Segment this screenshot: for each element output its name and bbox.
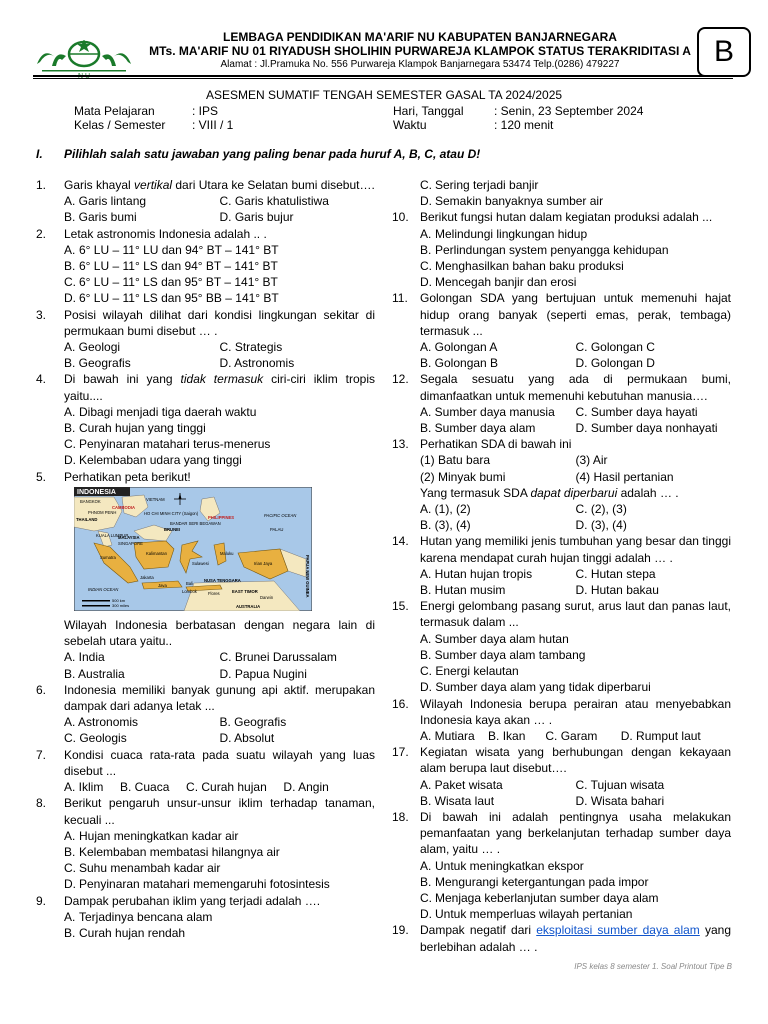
- answer-option[interactable]: D. Absolut: [219, 731, 275, 746]
- option-text: Penyinaran matahari terus-menerus: [79, 437, 271, 452]
- answer-option[interactable]: [64, 404, 375, 420]
- option-letter: C.: [64, 275, 76, 290]
- answer-option[interactable]: [420, 874, 731, 890]
- option-row: [420, 517, 731, 533]
- option-letter: D.: [420, 275, 432, 290]
- answer-option[interactable]: (2) Minyak bumi: [420, 469, 506, 484]
- option-text: Terjadinya bencana alam: [79, 909, 213, 924]
- nu-logo-icon: [34, 40, 134, 80]
- question-number: 18.: [392, 809, 409, 824]
- map-label-brunei: BRUNEI: [164, 526, 181, 532]
- map-label-darwin: Darwin: [260, 594, 274, 600]
- option-letter: B.: [64, 421, 76, 436]
- option-letter: D.: [64, 877, 76, 892]
- answer-option[interactable]: [64, 258, 375, 274]
- option-text: Penyinaran matahari memengaruhi fotosintesis: [79, 877, 330, 892]
- option-text: Sering terjadi banjir: [435, 178, 539, 192]
- answer-option[interactable]: [420, 226, 731, 242]
- map-label-sumatra: Sumatra: [100, 554, 116, 560]
- map-title: INDONESIA: [77, 488, 116, 496]
- indonesia-map: [74, 487, 312, 611]
- question-stem: Berikut fungsi hutan dalam kegiatan produksi adalah ...: [420, 210, 713, 225]
- answer-option[interactable]: C. Tujuan wisata: [575, 777, 665, 792]
- item-list-row: [420, 452, 731, 468]
- question-item: [392, 922, 731, 954]
- date-label: Hari, Tanggal: [393, 104, 464, 118]
- option-text: Mengurangi ketergantungan pada impor: [435, 874, 649, 889]
- map-label-flores: Flores: [208, 590, 220, 596]
- exam-title: ASESMEN SUMATIF TENGAH SEMESTER GASAL TA 2024/2025: [205, 88, 563, 102]
- option-letter: B.: [420, 874, 432, 889]
- answer-option-line[interactable]: A. Mutiara B. Ikan C. Garam D. Rumput laut: [420, 728, 701, 743]
- map-label-bali: Bali: [186, 580, 193, 586]
- map-label-australia: AUSTRALIA: [236, 603, 261, 609]
- answer-option[interactable]: A. Hutan hujan tropis: [420, 566, 533, 581]
- question-number: 10.: [392, 210, 409, 225]
- date-value: : Senin, 23 September 2024: [494, 104, 644, 118]
- option-letter: C.: [64, 861, 76, 876]
- logo-lettering: N U: [77, 73, 91, 80]
- question-column-right: [392, 177, 731, 955]
- option-text: Curah hujan yang tinggi: [79, 421, 206, 436]
- answer-option[interactable]: D. Garis bujur: [219, 210, 294, 225]
- option-row: [420, 582, 731, 598]
- question-stem: Perhatikan SDA di bawah ini: [420, 437, 572, 452]
- option-row: [64, 666, 375, 682]
- question-stem: Kegiatan wisata yang berhubungan dengan kekayaan alam berupa laut disebut….: [420, 745, 731, 776]
- question-item: [392, 290, 731, 371]
- question-item: [36, 177, 375, 226]
- option-row: [420, 339, 731, 355]
- option-letter: A.: [420, 858, 432, 873]
- emphasis-text: vertikal: [134, 178, 173, 192]
- answer-option[interactable]: B. Hutan musim: [420, 583, 506, 598]
- logo-graphic: [37, 40, 131, 72]
- institution-name: LEMBAGA PENDIDIKAN MA'ARIF NU KABUPATEN BANJARNEGARA: [223, 30, 617, 44]
- question-number: 3.: [36, 307, 47, 322]
- option-text: Kelembaban membatasi hilangnya air: [79, 844, 280, 859]
- answer-option[interactable]: B. Sumber daya alam: [420, 421, 536, 436]
- map-label-indian-ocean: INDIAN OCEAN: [88, 586, 119, 592]
- option-row: [420, 566, 731, 582]
- option-letter: A.: [64, 909, 76, 924]
- answer-option[interactable]: [64, 436, 375, 452]
- option-letter: A.: [420, 226, 432, 241]
- question-stem: Dampak negatif dari eksploitasi sumber daya alam yang berlebihan adalah … .: [420, 923, 732, 954]
- map-label-kalimantan: Kalimantan: [146, 550, 167, 556]
- option-row: [64, 730, 375, 746]
- option-row: [64, 714, 375, 730]
- header-rule: [33, 75, 733, 77]
- map-label-thailand: THAILAND: [76, 516, 98, 522]
- map-label-palau: PALAU: [270, 526, 284, 532]
- option-text: Untuk memperluas wilayah pertanian: [435, 907, 633, 922]
- hyperlink-text[interactable]: eksploitasi sumber daya alam: [536, 923, 700, 938]
- answer-option[interactable]: [420, 242, 731, 258]
- question-number: 4.: [36, 372, 47, 387]
- answer-option[interactable]: [420, 906, 731, 922]
- answer-option[interactable]: A. Garis lintang: [64, 194, 147, 209]
- answer-option[interactable]: [64, 909, 375, 925]
- map-label-singapore: SINGAPORE: [118, 540, 143, 546]
- question-number: 6.: [36, 682, 47, 697]
- section-instruction: [36, 147, 480, 161]
- option-text: Mencegah banjir dan erosi: [435, 275, 577, 290]
- question-number: 16.: [392, 696, 409, 711]
- subject-value: : IPS: [192, 104, 219, 118]
- question-number: 12.: [392, 372, 409, 387]
- question-continuation: [392, 177, 731, 209]
- question-item: [392, 436, 731, 533]
- question-number: 19.: [392, 923, 409, 938]
- answer-option[interactable]: [64, 860, 375, 876]
- answer-option[interactable]: D. Astronomis: [219, 356, 295, 371]
- answer-option[interactable]: B. Garis bumi: [64, 210, 137, 225]
- option-letter: D.: [420, 907, 432, 922]
- option-row: [420, 355, 731, 371]
- map-label-hcmc: HO CHI MINH CITY (Saigon): [144, 510, 199, 516]
- option-text: Dibagi menjadi tiga daerah waktu: [79, 404, 257, 419]
- question-item: [36, 307, 375, 372]
- answer-option[interactable]: [64, 452, 375, 468]
- answer-option[interactable]: [64, 420, 375, 436]
- emphasis-text: dapat diperbarui: [530, 485, 618, 500]
- answer-option[interactable]: [420, 177, 731, 193]
- answer-option[interactable]: C. Golongan C: [575, 340, 655, 355]
- answer-option[interactable]: [64, 828, 375, 844]
- answer-option[interactable]: C. Brunei Darussalam: [219, 650, 337, 665]
- class-value: : VIII / 1: [192, 118, 234, 132]
- answer-option[interactable]: C. Geologis: [64, 731, 127, 746]
- answer-option[interactable]: A. (1), (2): [420, 502, 471, 517]
- option-letter: D.: [64, 291, 76, 306]
- question-number: 5.: [36, 469, 47, 484]
- answer-option[interactable]: [420, 258, 731, 274]
- question-number: 2.: [36, 226, 47, 241]
- answer-option[interactable]: B. Australia: [64, 666, 125, 681]
- question-number: 8.: [36, 796, 47, 811]
- answer-option[interactable]: D. Papua Nugini: [219, 666, 307, 681]
- option-letter: C.: [420, 890, 432, 905]
- school-address: Alamat : Jl.Pramuka No. 556 Purwareja Klampok Banjarnegara 53474 Telp.(0286) 479227: [220, 59, 620, 70]
- question-item: [36, 226, 375, 307]
- question-stem: Energi gelombang pasang surut, arus laut dan panas laut, termasuk dalam ...: [420, 599, 731, 630]
- option-row: [64, 209, 375, 225]
- option-letter: A.: [64, 242, 76, 257]
- option-letter: B.: [64, 844, 76, 859]
- option-row: [420, 501, 731, 517]
- answer-option[interactable]: B. Wisata laut: [420, 793, 495, 808]
- page-footer: IPS kelas 8 semester 1. Soal Printout Tipe B: [574, 962, 732, 971]
- header-rule-thin: [33, 78, 733, 79]
- answer-option[interactable]: D. (3), (4): [575, 518, 627, 533]
- option-letter: B.: [420, 242, 432, 257]
- answer-option-line[interactable]: A. Iklim B. Cuaca C. Curah hujan D. Angin: [64, 780, 329, 795]
- question-item: [392, 696, 731, 745]
- question-item: [36, 682, 375, 747]
- emphasis-text: tidak termasuk: [180, 372, 264, 387]
- question-number: 1.: [36, 178, 47, 192]
- map-label-java: Java: [158, 582, 167, 588]
- answer-option[interactable]: [64, 925, 375, 941]
- option-text: 6° LU – 11° LS dan 94° BT – 141° BT: [79, 259, 278, 274]
- question-item: [36, 371, 375, 468]
- answer-option[interactable]: (1) Batu bara: [420, 453, 491, 468]
- map-label-phnom-penh: PHNOM PENH: [88, 509, 117, 515]
- option-row: [420, 420, 731, 436]
- question-item: [36, 795, 375, 892]
- question-stem: Perhatikan peta berikut!: [64, 469, 191, 484]
- question-stem: Garis khayal vertikal dari Utara ke Selatan bumi disebut….: [64, 178, 375, 192]
- map-label-maluku: Maluku: [220, 550, 234, 556]
- instruction-text: Pilihlah salah satu jawaban yang paling benar pada huruf A, B, C, atau D!: [64, 147, 481, 161]
- answer-option[interactable]: (3) Air: [575, 453, 608, 468]
- question-item: [36, 469, 375, 682]
- option-letter: D.: [420, 194, 432, 209]
- question-stem: Golongan SDA yang bertujuan untuk memenuhi hajat hidup orang banyak (seperti emas, perak, tembaga) termasuk ...: [420, 291, 731, 338]
- question-stem: Letak astronomis Indonesia adalah .. .: [64, 226, 267, 241]
- answer-option[interactable]: (4) Hasil pertanian: [575, 469, 674, 484]
- option-letter: B.: [64, 259, 76, 274]
- answer-option[interactable]: A. Sumber daya alam hutan: [420, 631, 569, 646]
- question-stem: Di bawah ini yang tidak termasuk ciri-ciri iklim tropis yaitu....: [64, 372, 376, 403]
- map-label-bandar: BANDAR SERI BEGAWAN: [170, 520, 221, 526]
- answer-option[interactable]: B. Geografis: [219, 715, 287, 730]
- map-label-vietnam: VIETNAM: [146, 496, 165, 502]
- answer-option[interactable]: A. India: [64, 650, 105, 665]
- question-item: [392, 598, 731, 695]
- question-item: [392, 533, 731, 598]
- question-number: 11.: [392, 291, 408, 306]
- option-text: Kelembaban udara yang tinggi: [79, 453, 242, 468]
- question-item: [36, 747, 375, 796]
- map-scale-km: 500 km: [112, 597, 126, 603]
- option-row: [64, 355, 375, 371]
- option-letter: A.: [64, 828, 76, 843]
- answer-option[interactable]: B. Geografis: [64, 356, 131, 371]
- item-list-row: [420, 469, 731, 485]
- question-stem: Berikut pengaruh unsur-unsur iklim terhadap tanaman, kecuali ...: [64, 796, 375, 827]
- question-number: 17.: [392, 745, 409, 760]
- option-text: Melindungi lingkungan hidup: [435, 226, 588, 241]
- answer-option[interactable]: A. Geologi: [64, 340, 121, 355]
- time-value: : 120 menit: [494, 118, 554, 132]
- answer-option[interactable]: [420, 890, 731, 906]
- question-number: 7.: [36, 747, 47, 762]
- letterhead: [0, 0, 768, 78]
- map-label-png: PAPUA NEW GUINEA: [305, 554, 310, 598]
- option-text: Curah hujan rendah: [79, 925, 186, 940]
- option-letter: C.: [420, 178, 432, 192]
- question-item: [36, 893, 375, 942]
- question-number: 14.: [392, 534, 409, 549]
- map-label-irian-jaya: Irian Jaya: [254, 560, 273, 566]
- question-number: 9.: [36, 893, 47, 908]
- answer-option[interactable]: [64, 290, 375, 306]
- answer-option[interactable]: C. Energi kelautan: [420, 664, 519, 679]
- option-letter: C.: [420, 259, 432, 274]
- question-item: [392, 809, 731, 922]
- option-text: Menjaga keberlanjutan sumber daya alam: [435, 890, 659, 905]
- option-row: [64, 649, 375, 665]
- option-row: [420, 793, 731, 809]
- answer-option[interactable]: B. (3), (4): [420, 518, 471, 533]
- option-letter: A.: [64, 404, 76, 419]
- answer-option[interactable]: A. Golongan A: [420, 340, 498, 355]
- answer-option[interactable]: [64, 876, 375, 892]
- answer-option[interactable]: [420, 193, 731, 209]
- map-label-east-timor: EAST TIMOR: [232, 588, 258, 594]
- question-stem: Kondisi cuaca rata-rata pada suatu wilayah yang luas disebut ...: [64, 747, 375, 778]
- question-prompt: Yang termasuk SDA dapat diperbarui adalah … .: [420, 485, 679, 500]
- answer-option[interactable]: C. Garis khatulistiwa: [219, 194, 329, 209]
- map-label-kuala-lumpur: KUALA LUMPUR: [96, 532, 129, 538]
- answer-option[interactable]: C. Sumber daya hayati: [575, 404, 698, 419]
- answer-option[interactable]: C. Hutan stepa: [575, 566, 656, 581]
- answer-option[interactable]: [420, 858, 731, 874]
- question-item: [392, 371, 731, 436]
- option-text: Untuk meningkatkan ekspor: [435, 858, 584, 873]
- exam-type-badge: B: [697, 27, 751, 77]
- option-text: Semakin banyaknya sumber air: [435, 194, 604, 209]
- question-number: 13.: [392, 437, 409, 452]
- map-label-pacific: PACIFIC OCEAN: [264, 512, 297, 518]
- question-stem: Indonesia memiliki banyak gunung api aktif. merupakan dampak dari adanya letak ...: [64, 682, 375, 714]
- option-text: 6° LU – 11° LS dan 95° BB – 141° BT: [79, 291, 279, 306]
- answer-option[interactable]: D. Golongan D: [575, 356, 655, 371]
- option-row: [420, 404, 731, 420]
- option-text: 6° LU – 11° LS dan 95° BT – 141° BT: [79, 275, 278, 290]
- map-label-cambodia: CAMBODIA: [112, 504, 136, 510]
- section-number: I.: [36, 147, 43, 161]
- option-row: [64, 193, 375, 209]
- option-letter: D.: [64, 453, 76, 468]
- option-letter: B.: [64, 925, 76, 940]
- option-letter: C.: [64, 437, 76, 452]
- map-label-nusa-tenggara: NUSA TENGGARA: [204, 577, 241, 583]
- question-stem: Segala sesuatu yang ada di permukaan bumi, dimanfaatkan untuk memenuhi kebutuhan manusia….: [420, 372, 731, 403]
- answer-option[interactable]: C. Strategis: [219, 340, 283, 355]
- option-row: [420, 777, 731, 793]
- answer-option[interactable]: C. (2), (3): [575, 502, 627, 517]
- answer-option[interactable]: [64, 274, 375, 290]
- question-item: [392, 209, 731, 290]
- map-label-philippines: PHILIPPINES: [208, 514, 235, 520]
- question-number: 15.: [392, 599, 409, 614]
- answer-option[interactable]: B. Golongan B: [420, 356, 499, 371]
- answer-option[interactable]: A. Paket wisata: [420, 777, 503, 792]
- option-text: Perlindungan system penyangga kehidupan: [435, 242, 669, 257]
- option-text: Hujan meningkatkan kadar air: [79, 828, 239, 843]
- map-label-lombok: Lombok: [182, 588, 197, 594]
- question-stem: Posisi wilayah dilihat dari kondisi lingkungan sekitar di permukaan bumi disebut … .: [64, 307, 375, 338]
- option-text: 6° LU – 11° LU dan 94° BT – 141° BT: [79, 242, 279, 257]
- answer-option[interactable]: [64, 844, 375, 860]
- question-prompt: Wilayah Indonesia berbatasan dengan negara lain di sebelah utara yaitu..: [64, 618, 375, 649]
- answer-option[interactable]: B. Sumber daya alam tambang: [420, 647, 586, 662]
- time-label: Waktu: [393, 118, 427, 132]
- answer-option[interactable]: [420, 274, 731, 290]
- answer-option[interactable]: D. Sumber daya alam yang tidak diperbarui: [420, 680, 651, 695]
- map-label-jakarta: Jakarta: [140, 574, 154, 580]
- answer-option[interactable]: A. Astronomis: [64, 715, 139, 730]
- map-label-malaysia: MALAYSIA: [118, 534, 140, 540]
- answer-option[interactable]: [64, 242, 375, 258]
- question-item: [392, 744, 731, 809]
- question-stem: Di bawah ini adalah pentingnya usaha melakukan pemanfaatan yang berkelanjutan terhadap sumber daya alam, yaitu … .: [420, 809, 731, 857]
- question-stem: Dampak perubahan iklim yang terjadi adalah ….: [64, 893, 321, 908]
- answer-option[interactable]: D. Hutan bakau: [575, 583, 659, 598]
- class-label: Kelas / Semester: [74, 118, 166, 132]
- subject-label: Mata Pelajaran: [74, 104, 155, 118]
- option-text: Menghasilkan bahan baku produksi: [435, 259, 624, 274]
- answer-option[interactable]: D. Sumber daya nonhayati: [575, 421, 718, 436]
- question-stem: Wilayah Indonesia berupa perairan atau menyebabkan Indonesia kaya akan … .: [420, 696, 731, 727]
- map-scale-miles: 300 miles: [112, 602, 130, 608]
- question-stem: Hutan yang memiliki jenis tumbuhan yang besar dan tinggi karena mendapat curah hujan tinggi adalah … .: [420, 534, 731, 565]
- answer-option[interactable]: A. Sumber daya manusia: [420, 404, 555, 419]
- option-text: Suhu menambah kadar air: [79, 861, 221, 876]
- map-label-bangkok: BANGKOK: [80, 498, 101, 504]
- map-label-sulawesi: Sulawesi: [192, 560, 209, 566]
- option-row: [64, 339, 375, 355]
- answer-option[interactable]: D. Wisata bahari: [575, 793, 665, 808]
- school-name: MTs. MA'ARIF NU 01 RIYADUSH SHOLIHIN PURWAREJA KLAMPOK STATUS TERAKRIDITASI A: [149, 44, 691, 58]
- question-column-left: [36, 177, 375, 941]
